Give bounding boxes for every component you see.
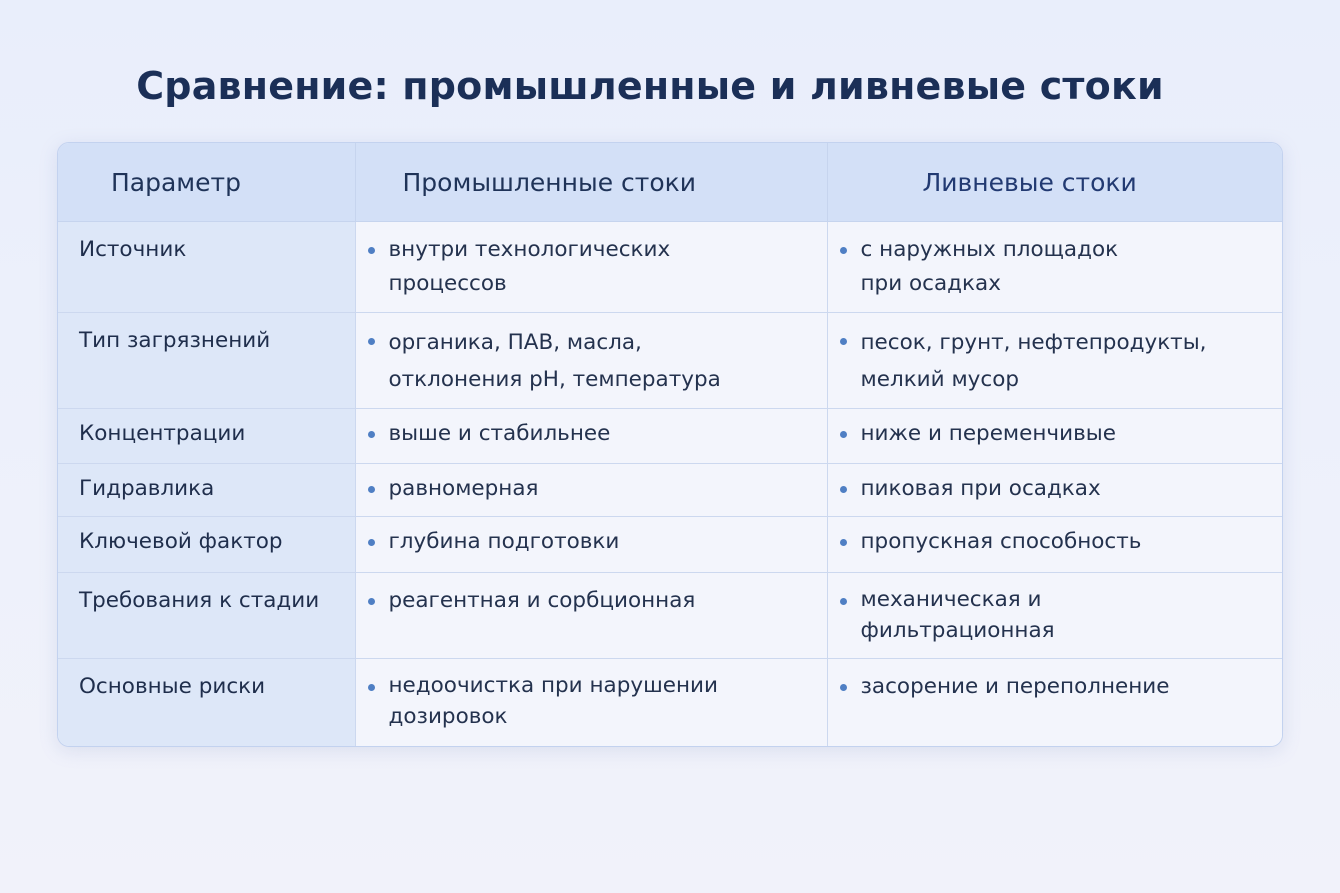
table-row xyxy=(58,313,1282,409)
storm-cell xyxy=(827,572,1282,658)
row-parameter: Ключевой фактор xyxy=(58,517,355,573)
table-row xyxy=(58,517,1282,573)
cell-line: фильтрационная xyxy=(860,617,1055,643)
bullet-icon xyxy=(840,247,847,254)
storm-cell xyxy=(827,313,1282,409)
bullet-icon xyxy=(368,486,375,493)
cell-line: реагентная и сорбционная xyxy=(388,587,696,613)
cell-line: пиковая при осадках xyxy=(860,475,1101,501)
cell-line: отклонения pH, температура xyxy=(388,367,721,393)
row-parameter: Концентрации xyxy=(58,409,355,464)
cell-line: засорение и переполнение xyxy=(860,673,1170,699)
cell-line: мелкий мусор xyxy=(860,367,1020,393)
table-row xyxy=(58,572,1282,658)
storm-cell xyxy=(827,222,1282,313)
comparison-table xyxy=(57,142,1283,747)
cell-line: пропускная способность xyxy=(860,529,1142,555)
row-parameter: Требования к стадии xyxy=(58,572,355,658)
table-row xyxy=(58,409,1282,464)
storm-cell xyxy=(827,517,1282,573)
bullet-icon xyxy=(840,431,847,438)
table-row xyxy=(58,658,1282,746)
bullet-icon xyxy=(840,684,847,691)
bullet-icon xyxy=(840,539,847,546)
bullet-icon xyxy=(368,539,375,546)
industrial-cell xyxy=(355,409,827,464)
storm-cell xyxy=(827,409,1282,464)
industrial-cell xyxy=(355,572,827,658)
industrial-cell xyxy=(355,313,827,409)
table-row xyxy=(58,222,1282,313)
table-header-row xyxy=(58,143,1282,222)
bullet-icon xyxy=(368,247,375,254)
bullet-icon xyxy=(840,486,847,493)
page-title: Сравнение: промышленные и ливневые стоки xyxy=(136,64,1164,108)
cell-line: выше и стабильнее xyxy=(388,421,611,447)
industrial-cell xyxy=(355,222,827,313)
cell-line: равномерная xyxy=(388,475,539,501)
cell-line: при осадках xyxy=(860,271,1001,296)
row-parameter: Основные риски xyxy=(58,658,355,746)
table-row xyxy=(58,463,1282,517)
row-parameter: Источник xyxy=(58,222,355,313)
bullet-icon xyxy=(840,598,847,605)
bullet-icon xyxy=(368,431,375,438)
industrial-cell xyxy=(355,658,827,746)
header-storm: Ливневые стоки xyxy=(827,143,1282,222)
cell-line: органика, ПАВ, масла, xyxy=(388,330,642,356)
industrial-cell xyxy=(355,517,827,573)
bullet-icon xyxy=(368,684,375,691)
storm-cell xyxy=(827,658,1282,746)
cell-line: недоочистка при нарушении xyxy=(388,672,718,698)
bullet-icon xyxy=(368,338,375,345)
row-parameter: Тип загрязнений xyxy=(58,313,355,409)
header-parameter: Параметр xyxy=(58,143,355,222)
cell-line: глубина подготовки xyxy=(388,529,620,555)
cell-line: процессов xyxy=(388,271,507,296)
row-parameter: Гидравлика xyxy=(58,463,355,517)
bullet-icon xyxy=(368,598,375,605)
cell-line: ниже и переменчивые xyxy=(860,421,1116,447)
cell-line: песок, грунт, нефтепродукты, xyxy=(860,330,1207,356)
bullet-icon xyxy=(840,338,847,345)
cell-line: механическая и xyxy=(860,586,1042,612)
industrial-cell xyxy=(355,463,827,517)
storm-cell xyxy=(827,463,1282,517)
header-industrial: Промышленные стоки xyxy=(355,143,827,222)
cell-line: с наружных площадок xyxy=(860,237,1119,262)
cell-line: дозировок xyxy=(388,703,508,729)
cell-line: внутри технологических xyxy=(388,237,671,262)
